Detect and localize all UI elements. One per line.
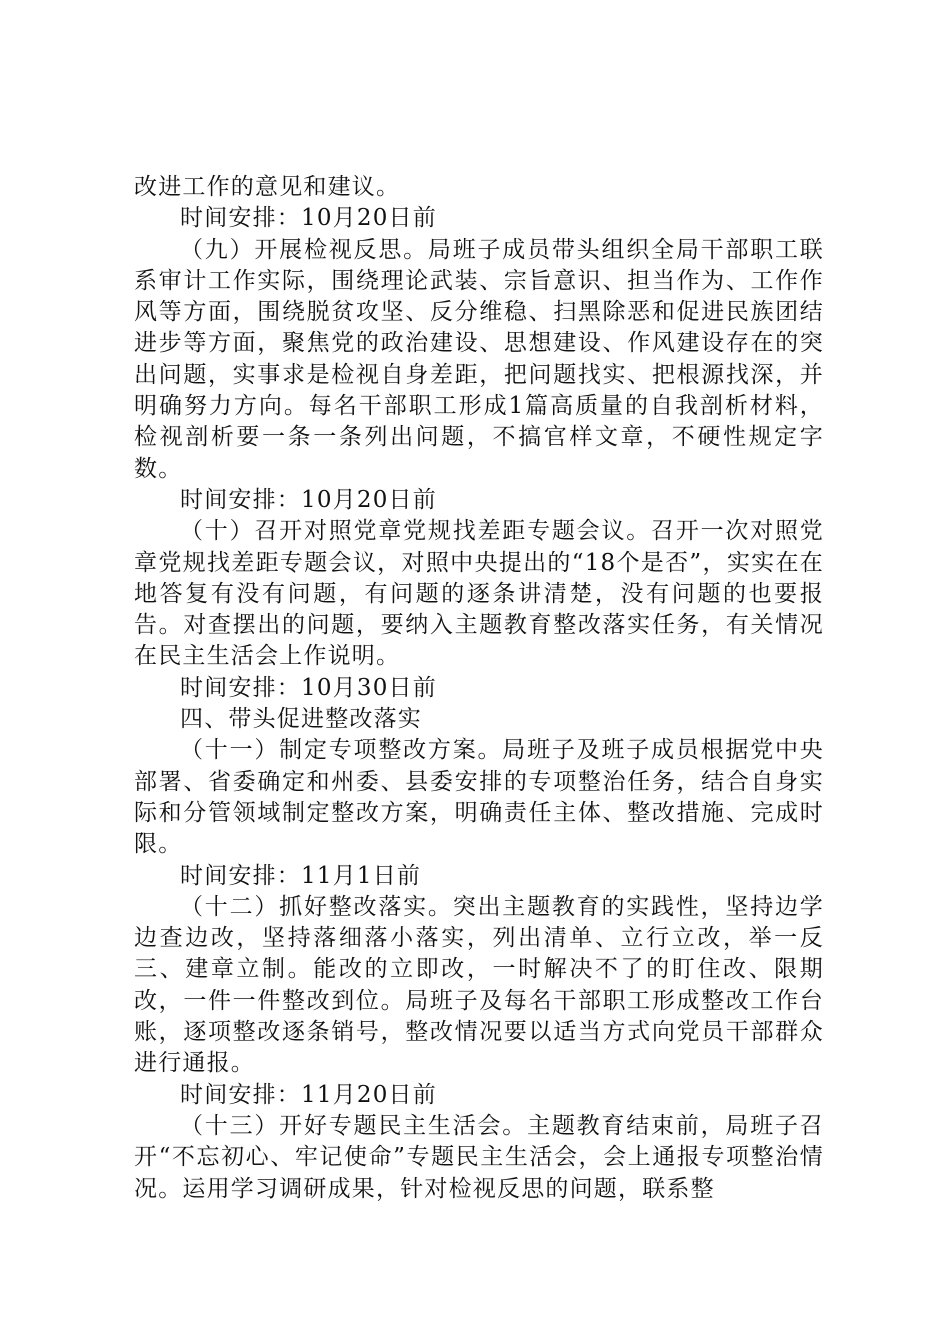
paragraph-item-13: （十三）开好专题民主生活会。主题教育结束前，局班子召开“不忘初心、牢记使命”专题民主生活会，会上通报专项整治情况。运用学习调研成果，针对检视反思的问题，联系整 xyxy=(134,1112,824,1202)
paragraph-item-11: （十一）制定专项整改方案。局班子及班子成员根据党中央部署、省委确定和州委、县委安排的专项整治任务，结合自身实际和分管领域制定整改方案，明确责任主体、整改措施、完成时限。 xyxy=(134,737,824,858)
paragraph-item-9: （九）开展检视反思。局班子成员带头组织全局干部职工联系审计工作实际，围绕理论武装、宗旨意识、担当作为、工作作风等方面，围绕脱贫攻坚、反分维稳、扫黑除恶和促进民族团结进步等方面，聚焦党的政治建设、思想建设、作风建设存在的突出问题，实事求是检视自身差距，把问题找实、把根源找深，并明确努力方向。每名干部职工形成1篇高质量的自我剖析材料，检视剖析要一条一条列出问题，不搞官样文章，不硬性规定字数。 xyxy=(134,236,824,482)
schedule-line: 时间安排：10月20日前 xyxy=(180,486,437,513)
section-heading-4: 四、带头促进整改落实 xyxy=(180,706,422,733)
paragraph-continuation: 改进工作的意见和建议。 xyxy=(134,174,401,200)
paragraph-item-12: （十二）抓好整改落实。突出主题教育的实践性，坚持边学边查边改，坚持落细落小落实，列出清单、立行立改，举一反三、建章立制。能改的立即改，一时解决不了的盯住改、限期改，一件一件整改到位。局班子及每名干部职工形成整改工作台账，逐项整改逐条销号，整改情况要以适当方式向党员干部群众进行通报。 xyxy=(134,893,824,1077)
schedule-line: 时间安排：10月20日前 xyxy=(180,205,437,232)
document-page xyxy=(134,172,824,1205)
schedule-line: 时间安排：11月20日前 xyxy=(180,1081,437,1108)
paragraph-item-10: （十）召开对照党章党规找差距专题会议。召开一次对照党章党规找差距专题会议，对照中央提出的“18个是否”，实实在在地答复有没有问题，有问题的逐条讲清楚，没有问题的也要报告。对查摆出的问题，要纳入主题教育整改落实任务，有关情况在民主生活会上作说明。 xyxy=(134,518,824,670)
schedule-line: 时间安排：11月1日前 xyxy=(180,862,422,889)
schedule-line: 时间安排：10月30日前 xyxy=(180,674,437,701)
